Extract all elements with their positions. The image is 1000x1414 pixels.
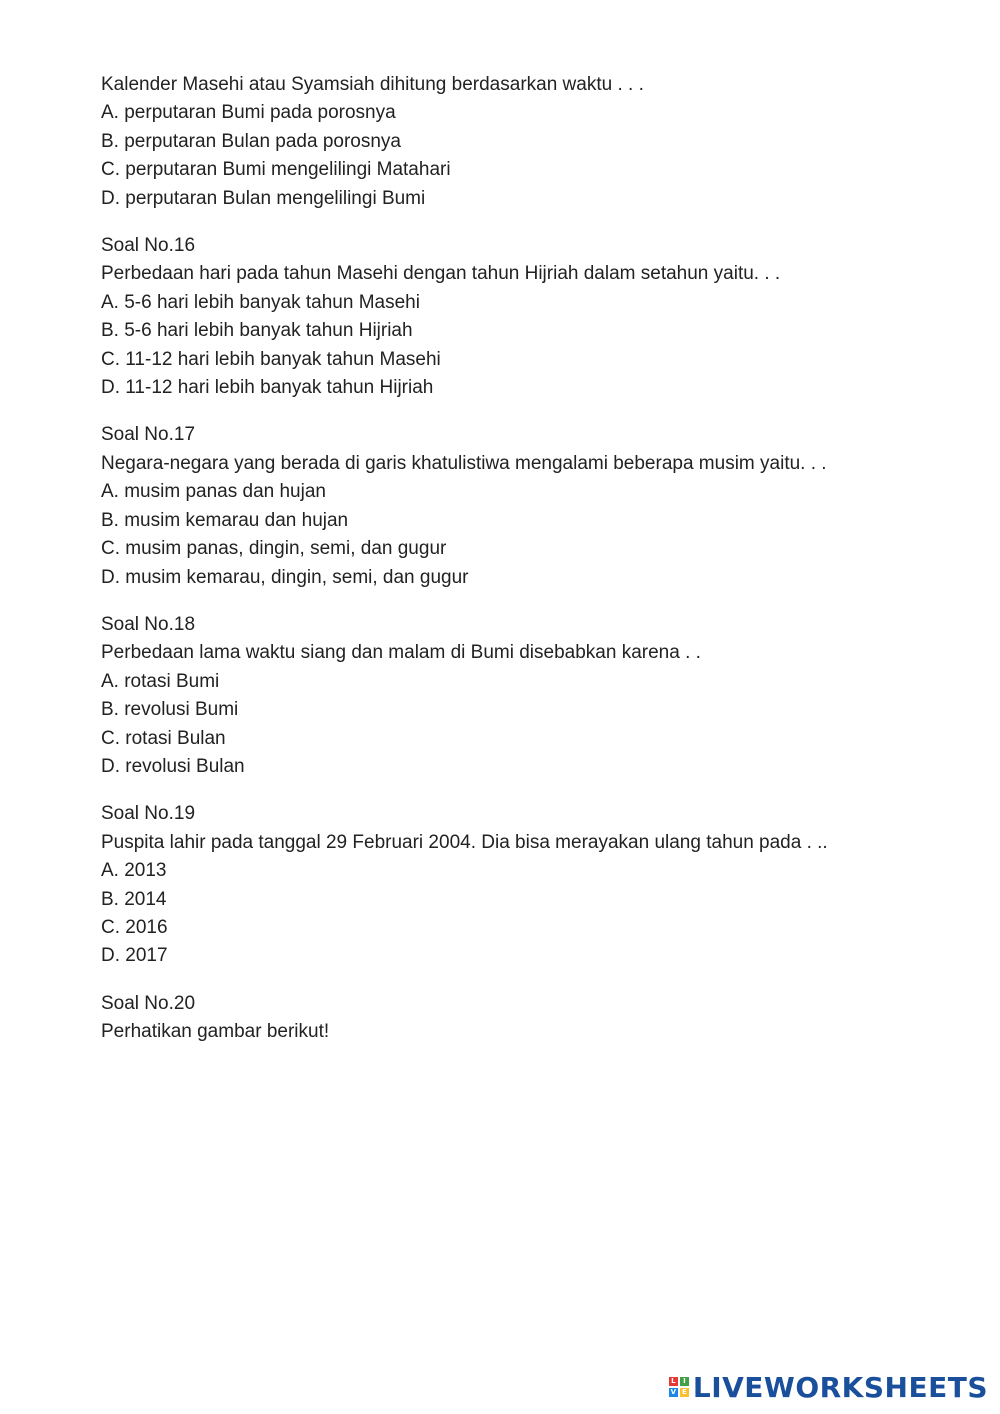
- question-block-16: [101, 232, 961, 402]
- question-block-19: [101, 800, 961, 970]
- question-text: Negara-negara yang berada di garis khatulistiwa mengalami beberapa musim yaitu. . .: [101, 452, 827, 474]
- answer-option-b: B. perputaran Bulan pada porosnya: [101, 130, 401, 152]
- worksheet-content: [101, 71, 961, 1066]
- answer-option-c: C. perputaran Bumi mengelilingi Matahari: [101, 159, 451, 181]
- answer-option-c: C. 11-12 hari lebih banyak tahun Masehi: [101, 348, 441, 370]
- answer-option-d: D. revolusi Bulan: [101, 755, 245, 777]
- question-block-15: [101, 71, 961, 213]
- liveworksheets-logo: [669, 1372, 988, 1402]
- answer-option-b: B. 2014: [101, 888, 167, 910]
- question-heading: Soal No.20: [101, 992, 196, 1014]
- question-block-18: [101, 611, 961, 781]
- question-text: Perbedaan lama waktu siang dan malam di Bumi disebabkan karena . .: [101, 642, 701, 664]
- logo-grid-icon: [669, 1377, 689, 1397]
- question-block-17: [101, 421, 961, 591]
- answer-option-c: C. musim panas, dingin, semi, dan gugur: [101, 538, 447, 560]
- question-heading: Soal No.17: [101, 424, 196, 446]
- logo-cell-v: V: [670, 1388, 677, 1396]
- brand-name: LIVEWORKSHEETS: [692, 1370, 988, 1404]
- answer-option-a: A. musim panas dan hujan: [101, 481, 326, 503]
- answer-option-c: C. rotasi Bulan: [101, 727, 226, 749]
- question-text: Kalender Masehi atau Syamsiah dihitung berdasarkan waktu . . .: [101, 74, 644, 95]
- question-text: Puspita lahir pada tanggal 29 Februari 2004. Dia bisa merayakan ulang tahun pada . ..: [101, 831, 828, 853]
- answer-option-a: A. 2013: [101, 860, 167, 882]
- answer-option-d: D. musim kemarau, dingin, semi, dan gugur: [101, 566, 469, 588]
- question-heading: Soal No.16: [101, 235, 196, 257]
- answer-option-d: D. 2017: [101, 945, 168, 967]
- answer-option-b: B. 5-6 hari lebih banyak tahun Hijriah: [101, 320, 413, 342]
- answer-option-d: D. 11-12 hari lebih banyak tahun Hijriah: [101, 377, 434, 399]
- answer-option-d: D. perputaran Bulan mengelilingi Bumi: [101, 187, 426, 209]
- question-text: Perbedaan hari pada tahun Masehi dengan tahun Hijriah dalam setahun yaitu. . .: [101, 263, 781, 285]
- answer-option-a: A. rotasi Bumi: [101, 670, 220, 692]
- answer-option-c: C. 2016: [101, 916, 168, 938]
- logo-cell-e: E: [680, 1388, 689, 1397]
- logo-cell-l: L: [669, 1377, 678, 1386]
- question-heading: Soal No.19: [101, 803, 196, 825]
- question-block-20: [101, 990, 961, 1047]
- question-heading: Soal No.18: [101, 613, 196, 635]
- answer-option-b: B. revolusi Bumi: [101, 699, 239, 721]
- logo-cell-i: I: [680, 1377, 689, 1386]
- answer-option-a: A. 5-6 hari lebih banyak tahun Masehi: [101, 291, 420, 313]
- question-text: Perhatikan gambar berikut!: [101, 1021, 330, 1043]
- answer-option-a: A. perputaran Bumi pada porosnya: [101, 102, 396, 124]
- answer-option-b: B. musim kemarau dan hujan: [101, 509, 349, 531]
